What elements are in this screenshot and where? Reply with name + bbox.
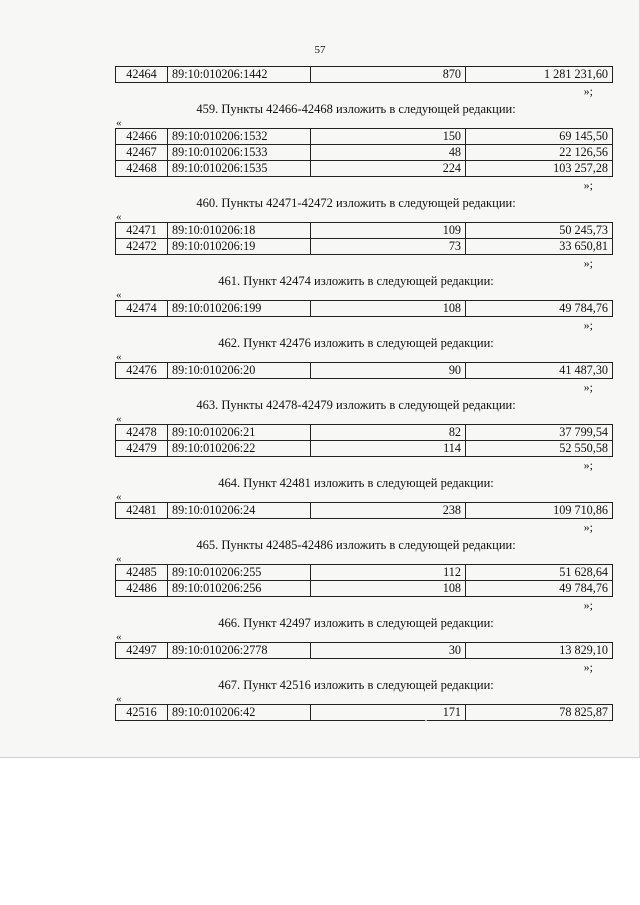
- cadastral-number-cell: 89:10:010206:22: [168, 441, 311, 457]
- amount-cell: 52 550,58: [466, 441, 613, 457]
- opening-quote: «: [116, 413, 122, 425]
- section-heading: 462. Пункт 42476 изложить в следующей редакции:: [218, 336, 494, 350]
- quantity-cell: 171: [311, 705, 466, 721]
- amendment-section: [115, 334, 608, 394]
- document-body: [115, 66, 608, 723]
- opening-quote: «: [116, 693, 122, 705]
- row-number-cell: 42464: [116, 67, 168, 83]
- quantity-cell: 90: [311, 363, 466, 379]
- row-number-cell: 42516: [116, 705, 168, 721]
- data-table: [115, 362, 613, 379]
- section-heading: 467. Пункт 42516 изложить в следующей редакции:: [218, 678, 494, 692]
- section-heading: 463. Пункты 42478-42479 изложить в следующей редакции:: [196, 398, 516, 412]
- amendment-sections: [115, 100, 608, 721]
- amendment-section: [115, 100, 608, 192]
- table-row: [116, 441, 613, 457]
- cadastral-number-cell: 89:10:010206:255: [168, 565, 311, 581]
- data-table: [115, 704, 613, 721]
- cadastral-number-cell: 89:10:010206:256: [168, 581, 311, 597]
- table-row: [116, 67, 613, 83]
- cadastral-number-cell: 89:10:010206:1442: [168, 67, 311, 83]
- row-number-cell: 42481: [116, 503, 168, 519]
- amount-cell: 1 281 231,60: [466, 67, 613, 83]
- scan-mark: [425, 720, 427, 721]
- amount-cell: 69 145,50: [466, 129, 613, 145]
- row-number-cell: 42468: [116, 161, 168, 177]
- amendment-section: [115, 194, 608, 270]
- table-row: [116, 239, 613, 255]
- quantity-cell: 109: [311, 223, 466, 239]
- amount-cell: 13 829,10: [466, 643, 613, 659]
- table-row: [116, 425, 613, 441]
- data-table: [115, 128, 613, 177]
- amount-cell: 78 825,87: [466, 705, 613, 721]
- data-table: [115, 300, 613, 317]
- quantity-cell: 870: [311, 67, 466, 83]
- table-row: [116, 705, 613, 721]
- cadastral-number-cell: 89:10:010206:199: [168, 301, 311, 317]
- amount-cell: 22 126,56: [466, 145, 613, 161]
- section-heading: 465. Пункты 42485-42486 изложить в следующей редакции:: [196, 538, 516, 552]
- closing-quote: »;: [583, 520, 593, 534]
- amount-cell: 49 784,76: [466, 581, 613, 597]
- cadastral-number-cell: 89:10:010206:18: [168, 223, 311, 239]
- amendment-section: [115, 614, 608, 674]
- cadastral-number-cell: 89:10:010206:19: [168, 239, 311, 255]
- closing-quote: »;: [583, 256, 593, 270]
- data-table: [115, 66, 613, 83]
- data-table: [115, 424, 613, 457]
- amount-cell: 51 628,64: [466, 565, 613, 581]
- amount-cell: 33 650,81: [466, 239, 613, 255]
- table-row: [116, 161, 613, 177]
- data-table: [115, 642, 613, 659]
- amendment-section: [115, 474, 608, 534]
- opening-quote: «: [116, 491, 122, 503]
- quantity-cell: 150: [311, 129, 466, 145]
- row-number-cell: 42467: [116, 145, 168, 161]
- quantity-cell: 82: [311, 425, 466, 441]
- table-row: [116, 301, 613, 317]
- quantity-cell: 73: [311, 239, 466, 255]
- amount-cell: 50 245,73: [466, 223, 613, 239]
- opening-quote: «: [116, 631, 122, 643]
- section-heading: 461. Пункт 42474 изложить в следующей редакции:: [218, 274, 494, 288]
- data-table: [115, 564, 613, 597]
- cadastral-number-cell: 89:10:010206:1535: [168, 161, 311, 177]
- row-number-cell: 42485: [116, 565, 168, 581]
- amendment-section: [115, 536, 608, 612]
- quantity-cell: 224: [311, 161, 466, 177]
- row-number-cell: 42497: [116, 643, 168, 659]
- quantity-cell: 48: [311, 145, 466, 161]
- section-heading: 464. Пункт 42481 изложить в следующей редакции:: [218, 476, 494, 490]
- closing-quote: »;: [583, 178, 593, 192]
- cadastral-number-cell: 89:10:010206:1533: [168, 145, 311, 161]
- table-row: [116, 643, 613, 659]
- cadastral-number-cell: 89:10:010206:42: [168, 705, 311, 721]
- closing-quote: »;: [583, 84, 593, 98]
- cadastral-number-cell: 89:10:010206:21: [168, 425, 311, 441]
- row-number-cell: 42478: [116, 425, 168, 441]
- amendment-section: [115, 272, 608, 332]
- data-table: [115, 502, 613, 519]
- first-table-block: [115, 66, 608, 98]
- row-number-cell: 42474: [116, 301, 168, 317]
- amount-cell: 49 784,76: [466, 301, 613, 317]
- amount-cell: 41 487,30: [466, 363, 613, 379]
- closing-quote: »;: [583, 458, 593, 472]
- section-heading: 466. Пункт 42497 изложить в следующей редакции:: [218, 616, 494, 630]
- table-row: [116, 581, 613, 597]
- table-row: [116, 223, 613, 239]
- closing-quote: »;: [583, 598, 593, 612]
- cadastral-number-cell: 89:10:010206:1532: [168, 129, 311, 145]
- opening-quote: «: [116, 289, 122, 301]
- quantity-cell: 108: [311, 301, 466, 317]
- closing-quote: »;: [583, 380, 593, 394]
- row-number-cell: 42471: [116, 223, 168, 239]
- cadastral-number-cell: 89:10:010206:20: [168, 363, 311, 379]
- amount-cell: 37 799,54: [466, 425, 613, 441]
- amount-cell: 109 710,86: [466, 503, 613, 519]
- data-table: [115, 222, 613, 255]
- closing-quote: »;: [583, 318, 593, 332]
- cadastral-number-cell: 89:10:010206:24: [168, 503, 311, 519]
- opening-quote: «: [116, 553, 122, 565]
- row-number-cell: 42479: [116, 441, 168, 457]
- amount-cell: 103 257,28: [466, 161, 613, 177]
- table-row: [116, 145, 613, 161]
- row-number-cell: 42486: [116, 581, 168, 597]
- quantity-cell: 108: [311, 581, 466, 597]
- opening-quote: «: [116, 117, 122, 129]
- opening-quote: «: [116, 351, 122, 363]
- quantity-cell: 30: [311, 643, 466, 659]
- table-row: [116, 363, 613, 379]
- section-heading: 460. Пункты 42471-42472 изложить в следующей редакции:: [196, 196, 516, 210]
- amendment-section: [115, 396, 608, 472]
- quantity-cell: 114: [311, 441, 466, 457]
- cadastral-number-cell: 89:10:010206:2778: [168, 643, 311, 659]
- row-number-cell: 42466: [116, 129, 168, 145]
- amendment-section: [115, 676, 608, 721]
- quantity-cell: 238: [311, 503, 466, 519]
- section-heading: 459. Пункты 42466-42468 изложить в следующей редакции:: [196, 102, 516, 116]
- opening-quote: «: [116, 211, 122, 223]
- table-row: [116, 565, 613, 581]
- table-row: [116, 129, 613, 145]
- quantity-cell: 112: [311, 565, 466, 581]
- closing-quote: »;: [583, 660, 593, 674]
- page-number: 57: [314, 44, 326, 56]
- row-number-cell: 42476: [116, 363, 168, 379]
- row-number-cell: 42472: [116, 239, 168, 255]
- table-row: [116, 503, 613, 519]
